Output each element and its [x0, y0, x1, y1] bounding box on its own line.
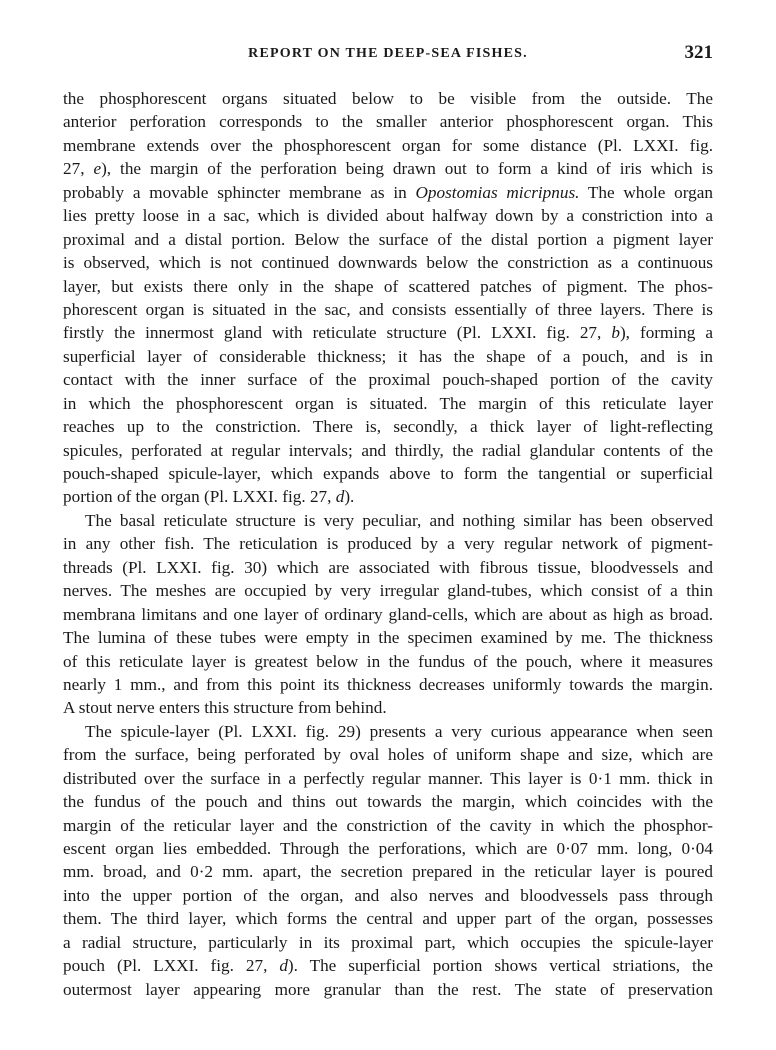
text-run: ), the margin of the perforation being drawn out to form a kind of iris which is [101, 159, 714, 179]
text-run: ). The superficial portion shows vertical striations, the [287, 956, 713, 976]
text-run: the fundus of the pouch and thins out towards the margin, which coincides with the [63, 792, 713, 812]
text-run: portion of the organ (Pl. LXXI. fig. 27, [63, 487, 336, 507]
text-line [63, 415, 713, 438]
paragraph [63, 87, 713, 509]
text-run: 27, [63, 159, 94, 179]
text-line [63, 978, 713, 1001]
text-line [63, 275, 713, 298]
text-line [63, 720, 713, 743]
text-run: proximal and a distal portion. Below the surface of the distal portion a pigment layer [63, 229, 713, 249]
text-run: reaches up to the constriction. There is, secondly, a thick layer of light-reflecting [63, 417, 713, 437]
text-line [63, 439, 713, 462]
text-line [63, 767, 713, 790]
text-run: distributed over the surface in a perfectly regular manner. This layer is 0·1 mm. thick in [63, 768, 713, 788]
text-run: phorescent organ is situated in the sac, and consists essentially of three layers. There is [63, 299, 713, 319]
text-line [63, 462, 713, 485]
italic-text: d [335, 487, 345, 507]
text-run: into the upper portion of the organ, and also nerves and bloodvessels pass through [63, 885, 713, 905]
text-line [63, 884, 713, 907]
text-run: nearly 1 mm., and from this point its thickness decreases uniformly towards the margin. [63, 674, 713, 694]
text-run: membrana limitans and one layer of ordinary gland-cells, which are about as high as broad. [63, 604, 713, 624]
text-line [63, 134, 713, 157]
italic-text: e [93, 159, 102, 179]
text-line [63, 204, 713, 227]
text-line [63, 603, 713, 626]
italic-text: Opostomias micripnus. [415, 182, 580, 202]
text-line [63, 696, 713, 719]
text-line [63, 392, 713, 415]
text-line [63, 931, 713, 954]
running-head: REPORT ON THE DEEP-SEA FISHES. [248, 46, 528, 61]
text-run: escent organ lies embedded. Through the perforations, which are 0·07 mm. long, 0·04 [63, 839, 713, 858]
text-run: mm. broad, and 0·2 mm. apart, the secretion prepared in the reticular layer is poured [63, 862, 713, 882]
text-run: ), forming a [619, 323, 713, 343]
text-run: in any other fish. The reticulation is produced by a very regular network of pigment- [63, 534, 713, 554]
text-line [63, 790, 713, 813]
text-line [63, 837, 713, 860]
text-line [63, 485, 713, 508]
text-run: in which the phosphorescent organ is situated. The margin of this reticulate layer [63, 393, 713, 413]
text-line [63, 181, 713, 204]
text-run: The spicule-layer (Pl. LXXI. fig. 29) presents a very curious appearance when seen [85, 721, 713, 741]
text-line [63, 673, 713, 696]
body-text [63, 87, 713, 1001]
text-line [63, 228, 713, 251]
text-run: pouch-shaped spicule-layer, which expands above to form the tangential or superficial [63, 464, 713, 483]
text-run: ). [344, 487, 355, 507]
text-line [63, 556, 713, 579]
text-line [63, 157, 713, 180]
text-run: A stout nerve enters this structure from behind. [63, 698, 387, 718]
text-line [63, 110, 713, 133]
paragraph [63, 720, 713, 1001]
italic-text: b [611, 323, 620, 343]
text-run: spicules, perforated at regular intervals; and thirdly, the radial glandular contents of the [63, 440, 713, 460]
text-line [63, 321, 713, 344]
text-run: from the surface, being perforated by oval holes of uniform shape and size, which are [63, 745, 713, 765]
text-run: the phosphorescent organs situated below to be visible from the outside. The [63, 89, 713, 108]
text-run: outermost layer appearing more granular than the rest. The state of preservation [63, 979, 713, 999]
text-line [63, 298, 713, 321]
text-run: of this reticulate layer is greatest below in the fundus of the pouch, where it measures [63, 651, 713, 671]
text-run: layer, but exists there only in the shape of scattered patches of pigment. The phos- [63, 276, 713, 296]
text-line [63, 650, 713, 673]
text-run: The lumina of these tubes were empty in the specimen examined by me. The thickness [63, 628, 713, 648]
text-run: nerves. The meshes are occupied by very irregular gland-tubes, which consist of a thin [63, 581, 713, 601]
text-run: a radial structure, particularly in its proximal part, which occupies the spicule-layer [63, 932, 713, 952]
text-run: threads (Pl. LXXI. fig. 30) which are associated with fibrous tissue, bloodvessels and [63, 557, 713, 577]
text-run: pouch (Pl. LXXI. fig. 27, [63, 956, 280, 976]
text-run: superficial layer of considerable thickness; it has the shape of a pouch, and is in [63, 346, 713, 366]
text-line [63, 579, 713, 602]
text-line [63, 860, 713, 883]
text-run: margin of the reticular layer and the constriction of the cavity in which the phosphor- [63, 815, 713, 835]
italic-text: d [279, 956, 288, 976]
text-run: The basal reticulate structure is very peculiar, and nothing similar has been observed [85, 510, 713, 530]
paragraph [63, 509, 713, 720]
text-line [63, 626, 713, 649]
text-line [63, 743, 713, 766]
text-run: lies pretty loose in a sac, which is divided about halfway down by a constriction into a [63, 206, 713, 226]
text-line [63, 368, 713, 391]
text-line [63, 954, 713, 977]
text-run: them. The third layer, which forms the central and upper part of the organ, possesses [63, 909, 713, 929]
text-line [63, 509, 713, 532]
text-line [63, 87, 713, 110]
text-line [63, 814, 713, 837]
text-line [63, 251, 713, 274]
text-run: is observed, which is not continued downwards below the constriction as a continuous [63, 253, 713, 273]
text-run: probably a movable sphincter membrane as in [63, 182, 416, 202]
page-number: 321 [684, 42, 713, 63]
text-line [63, 907, 713, 930]
text-run: The whole organ [579, 182, 713, 202]
text-run: firstly the innermost gland with reticulate structure (Pl. LXXI. fig. 27, [63, 323, 612, 343]
text-run: anterior perforation corresponds to the smaller anterior phosphorescent organ. This [63, 112, 713, 132]
text-line [63, 345, 713, 368]
page-header [63, 40, 713, 64]
text-line [63, 532, 713, 555]
text-run: contact with the inner surface of the proximal pouch-shaped portion of the cavity [63, 370, 713, 390]
text-run: membrane extends over the phosphorescent organ for some distance (Pl. LXXI. fig. [63, 135, 713, 155]
